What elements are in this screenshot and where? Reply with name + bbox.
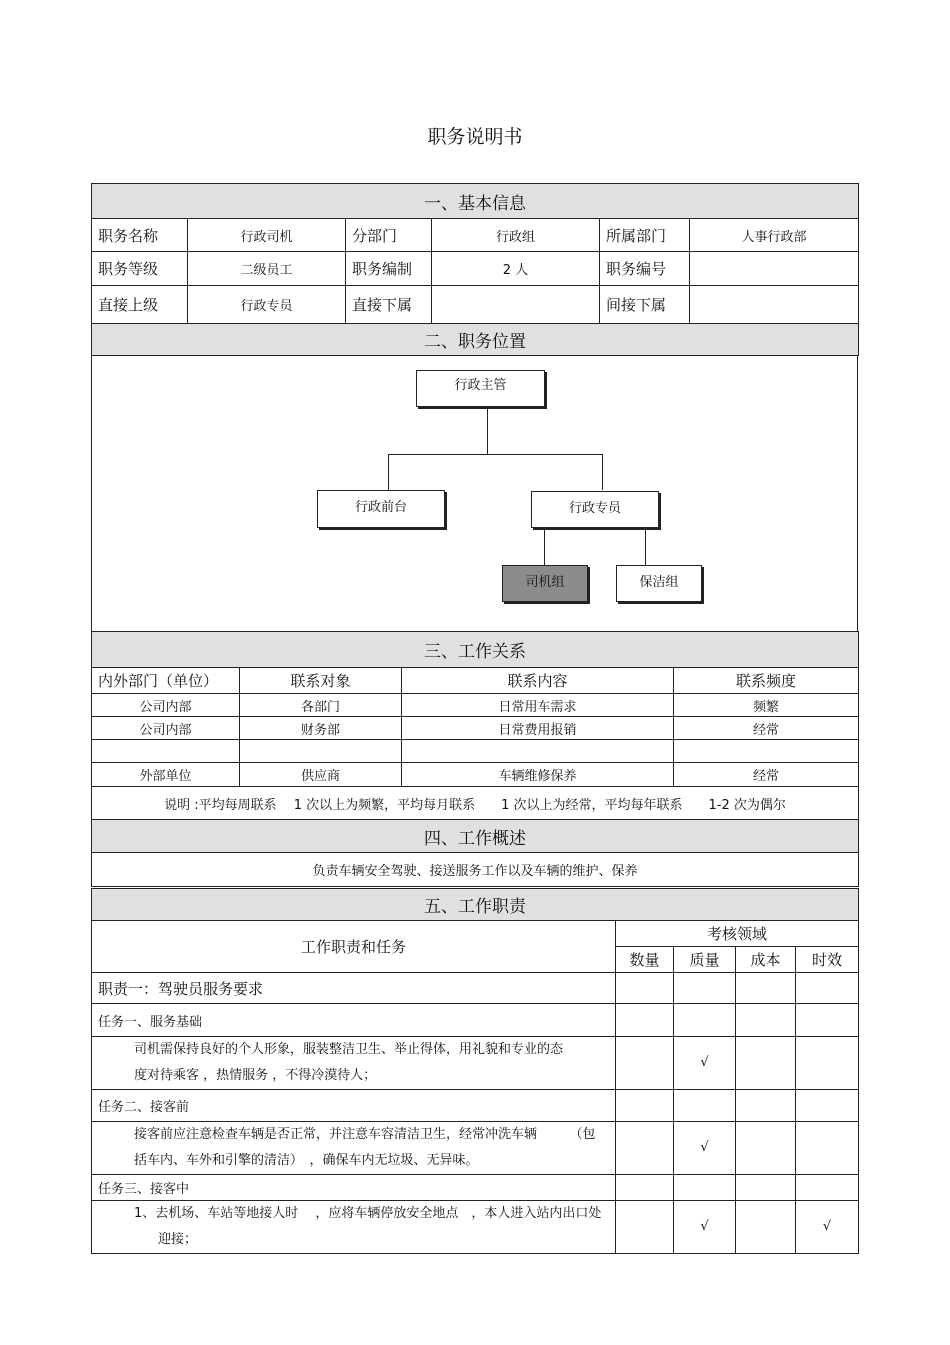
col-contact: 联系对象 [240,668,402,694]
value-job-level: 二级员工 [188,252,346,286]
check-timeliness-task-3: √ [796,1201,859,1254]
col-quality: 质量 [674,947,736,973]
value-indirect-reports [690,286,859,324]
cell: 公司内部 [92,694,240,717]
col-frequency: 联系频度 [674,668,859,694]
task-3-title: 任务三、接客中 [92,1175,616,1201]
value-direct-reports [432,286,600,324]
overview-text: 负责车辆安全驾驶、接送服务工作以及车辆的维护、保养 [92,853,859,887]
col-duties-main: 工作职责和任务 [92,921,616,973]
cell: 各部门 [240,694,402,717]
col-timeliness: 时效 [796,947,859,973]
task-1-desc [92,1037,616,1090]
value-headcount: 2 人 [432,252,600,286]
org-node-front-desk: 行政前台 [317,490,445,528]
task-2-title: 任务二、接客前 [92,1090,616,1122]
label-job-title: 职务名称 [92,219,188,252]
cell: 日常费用报销 [402,717,674,740]
task-1-line-2: 度对待乘客 ，热情服务 ，不得冷漠待人； [134,1068,377,1083]
cell: 外部单位 [92,763,240,787]
task-2-desc [92,1122,616,1175]
value-job-title: 行政司机 [188,219,346,252]
cell: 日常用车需求 [402,694,674,717]
cell [92,740,240,763]
label-job-code: 职务编号 [600,252,690,286]
section-position-header: 二、职务位置 [92,324,859,356]
label-direct-reports: 直接下属 [346,286,432,324]
org-node-cleaning-group: 保洁组 [616,565,702,602]
task-3-line-2: 迎接； [158,1232,198,1247]
document-title: 职务说明书 [427,126,523,148]
check-quality-task-2: √ [674,1122,736,1175]
value-sub-dept: 行政组 [432,219,600,252]
org-chart [91,355,858,631]
cell: 公司内部 [92,717,240,740]
label-sub-dept: 分部门 [346,219,432,252]
cell [674,740,859,763]
cell: 财务部 [240,717,402,740]
value-dept: 人事行政部 [690,219,859,252]
cell: 经常 [674,763,859,787]
col-cost: 成本 [736,947,796,973]
check-quality-task-1: √ [674,1037,736,1090]
cell: 供应商 [240,763,402,787]
task-3-line-1: 1、去机场、车站等地接人时 ，应将车辆停放安全地点 ，本人进入站内出口处 [134,1206,602,1221]
table-row [92,740,859,763]
duty-1-title: 职责一：驾驶员服务要求 [92,973,616,1004]
table-row [92,717,859,740]
task-1-line-1: 司机需保持良好的个人形象，服装整洁卫生、举止得体，用礼貌和专业的态 [134,1042,564,1057]
duties-table [91,888,859,1254]
label-dept: 所属部门 [600,219,690,252]
cell [240,740,402,763]
section-duties-header: 五、工作职责 [92,889,859,921]
relations-table [91,631,859,887]
task-2-line-2: 括车内、车外和引擎的清洁） ，确保车内无垃圾、无异味。 [134,1153,479,1168]
check-quality-task-3: √ [674,1201,736,1254]
col-quantity: 数量 [616,947,674,973]
task-3-desc [92,1201,616,1254]
col-assessment-group: 考核领域 [616,921,859,947]
relations-note: 说明 :平均每周联系 1 次以上为频繁，平均每月联系 1 次以上为经常，平均每年联系 1-2 次为偶尔 [92,787,859,820]
org-node-driver-group: 司机组 [502,565,588,602]
cell: 频繁 [674,694,859,717]
cell [402,740,674,763]
org-node-admin-manager: 行政主管 [416,370,545,407]
table-row [92,694,859,717]
col-unit: 内外部门（单位） [92,668,240,694]
section-basic-header: 一、基本信息 [92,184,859,219]
value-job-code [690,252,859,286]
value-supervisor: 行政专员 [188,286,346,324]
cell: 车辆维修保养 [402,763,674,787]
basic-info-table [91,183,859,356]
label-job-level: 职务等级 [92,252,188,286]
org-node-admin-specialist: 行政专员 [531,491,659,528]
task-1-title: 任务一、服务基础 [92,1004,616,1037]
cell: 经常 [674,717,859,740]
label-indirect-reports: 间接下属 [600,286,690,324]
col-content: 联系内容 [402,668,674,694]
label-headcount: 职务编制 [346,252,432,286]
label-supervisor: 直接上级 [92,286,188,324]
section-relations-header: 三、工作关系 [92,632,859,668]
table-row [92,763,859,787]
task-2-line-1: 接客前应注意检查车辆是否正常，并注意车容清洁卫生，经常冲洗车辆 （包 [134,1127,596,1142]
section-overview-header: 四、工作概述 [92,820,859,853]
